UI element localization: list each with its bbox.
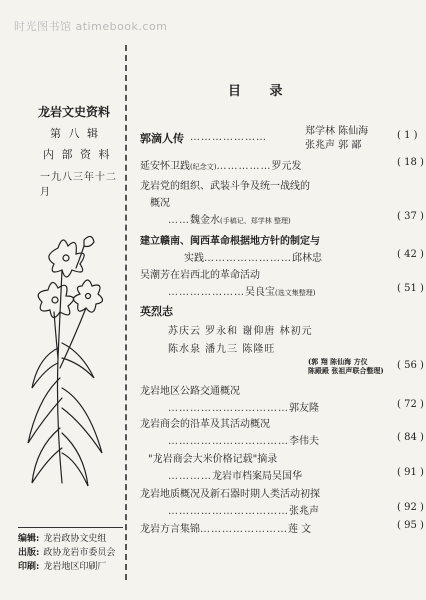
toc-martyr-names: 苏庆云 罗永和 谢仰唐 林初元	[168, 326, 313, 337]
toc-author-line: …………龙岩市档案局吴国华	[168, 471, 302, 482]
toc-page: ( 72 )	[397, 399, 424, 410]
toc-page: ( 91 )	[397, 467, 424, 478]
toc-author-line: ……………………………郭友隆	[168, 403, 319, 414]
publisher-row	[18, 560, 123, 574]
toc-author: 郭友隆	[289, 403, 319, 414]
toc-section-title: 郭滴人传	[140, 132, 184, 145]
publisher-value: 龙岩政协文史组	[43, 534, 107, 544]
toc-title: 目 录	[228, 84, 295, 99]
toc-entry-title: 龙岩党的组织、武装斗争及统一战线的	[140, 181, 310, 192]
toc-author: 张兆声	[289, 506, 319, 517]
publisher-value: 政协龙岩市委员会	[43, 548, 116, 558]
vertical-divider	[125, 45, 127, 580]
toc-author-line: 实践……………………邱林忠	[184, 253, 322, 264]
toc-entry-title-cont: 概况	[150, 198, 170, 209]
series-title: 龙岩文史资料	[38, 105, 111, 119]
cover-sidebar	[0, 0, 125, 600]
toc-entry-title: 龙岩地质概况及新石器时期人类活动初探	[140, 489, 320, 500]
toc-author: 郑学林 陈仙海	[305, 126, 369, 137]
toc-page: ( 18 )	[397, 157, 424, 168]
internal-notice: 内 部 资 料	[43, 148, 112, 161]
toc-page: ( 1 )	[397, 130, 418, 141]
toc-entry-title: 建立赣南、闽西革命根据地方针的制定与	[140, 236, 320, 247]
publisher-label: 出版:	[18, 548, 40, 558]
toc-entry-text: 龙岩方言集锦	[140, 524, 200, 535]
toc-author: 魏金水	[190, 215, 220, 226]
toc-entry-title: 延安怀卫践(纪念文)……………罗元发	[140, 161, 302, 172]
toc-entry-note: (手稿记、郑学林 整理)	[220, 217, 291, 225]
toc-page: ( 42 )	[397, 249, 424, 260]
publisher-info	[18, 532, 123, 574]
toc-author-line: ……………………………张兆声	[168, 506, 319, 517]
toc-entry-title: 龙岩方言集锦……………………莲 文	[140, 524, 312, 535]
toc-page: ( 56 )	[397, 360, 424, 371]
toc-author: 龙岩市档案局吴国华	[212, 471, 302, 482]
toc-entry-note: (纪念文)	[190, 163, 217, 171]
watermark: 时光图书馆 atimebook.com	[14, 20, 168, 33]
publication-date: 一九八三年十二月	[40, 172, 117, 198]
toc-author-line: ……魏金水(手稿记、郑学林 整理)	[168, 215, 291, 226]
toc-author: 李伟夫	[289, 436, 319, 447]
toc-martyr-names: 陈水泉 潘九三 陈隆旺	[168, 344, 276, 355]
volume-number: 第 八 辑	[50, 127, 100, 140]
toc-page: ( 37 )	[397, 211, 424, 222]
toc-leader: …………………	[190, 132, 267, 143]
toc-entry-title: 吴潮芳在岩西北的革命活动	[140, 270, 260, 281]
toc-page: ( 92 )	[397, 502, 424, 513]
publisher-label: 编辑:	[18, 534, 40, 544]
toc-author: 罗元发	[271, 161, 302, 172]
toc-page: ( 95 )	[397, 520, 424, 531]
toc-entry-title-cont: 实践	[184, 253, 204, 264]
toc-entry-note: 陈殿殿 张祖声联合整理)	[308, 366, 384, 375]
toc-author-line: …………………吴良宝(选文集整理)	[168, 287, 316, 298]
toc-entry-note: (选文集整理)	[275, 289, 316, 297]
toc-author-line: ……………………………李伟夫	[168, 436, 319, 447]
toc-section-title: 英烈志	[140, 305, 173, 318]
publisher-value: 龙岩地区印刷厂	[43, 562, 107, 572]
toc-author: 吴良宝	[245, 287, 275, 298]
toc-page: ( 84 )	[397, 432, 424, 443]
publisher-row	[18, 532, 123, 546]
toc-entry-title: "龙岩商会大米价格记载"摘录	[148, 454, 278, 465]
publisher-label: 印刷:	[18, 562, 40, 572]
toc-page: ( 51 )	[397, 283, 424, 294]
toc-entry-title: 龙岩地区公路交通概况	[140, 386, 240, 397]
lily-illustration	[18, 228, 114, 493]
toc-entry-note: (郭 翔 陈仙海 方仪	[308, 357, 368, 366]
toc-entry-text: 延安怀卫践	[140, 161, 190, 172]
toc-author: 张兆声 郭 鄙	[305, 140, 362, 151]
publisher-divider	[18, 527, 123, 528]
toc-author: 莲 文	[288, 524, 312, 535]
toc-entry-title: 龙岩商会的沿革及其活动概况	[140, 419, 270, 430]
publisher-row	[18, 546, 123, 560]
toc-author: 邱林忠	[292, 253, 322, 264]
